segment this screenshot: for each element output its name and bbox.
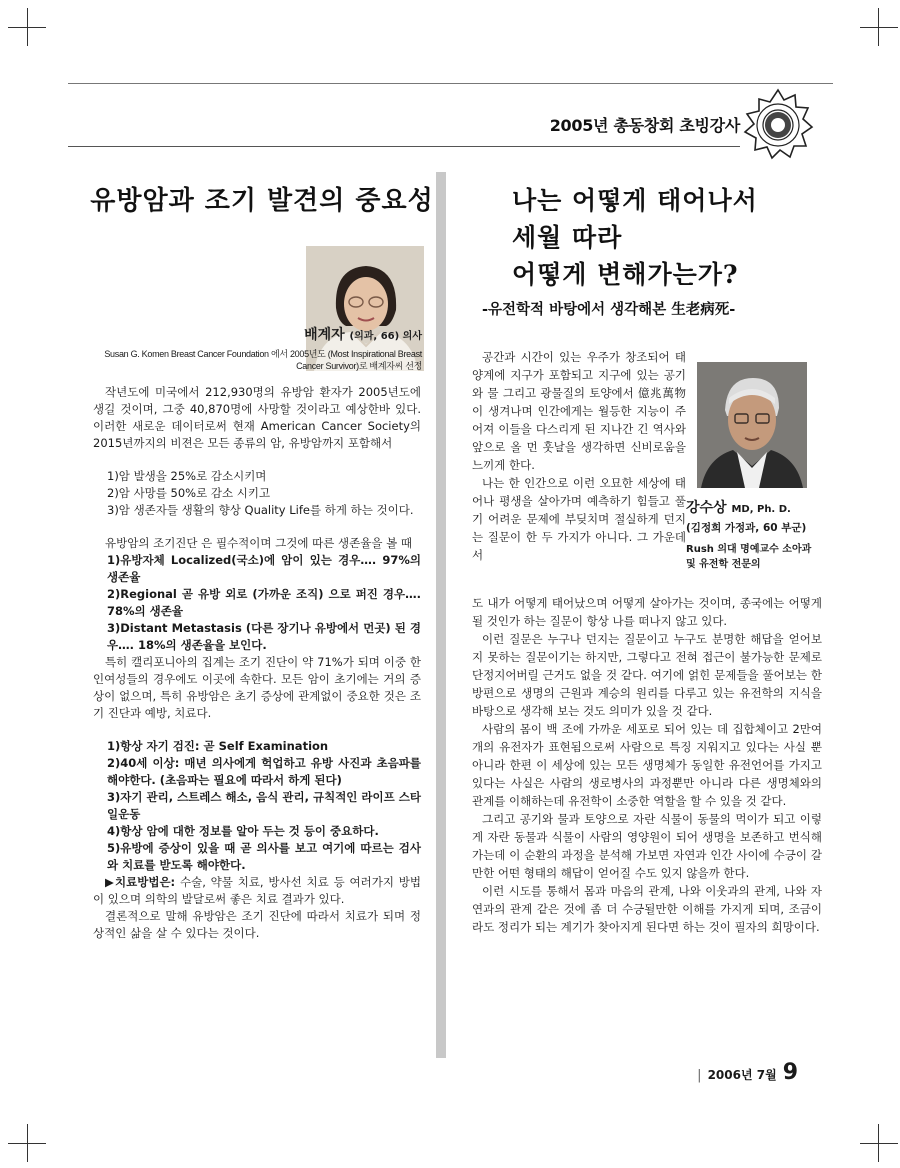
- right-article-body-top: [472, 348, 686, 564]
- prevention-item: 5)유방에 증상이 있을 때 곧 의사를 보고 여기에 따르는 검사와 치료를 받도록 해야한다.: [107, 841, 421, 872]
- paragraph: 도 내가 어떻게 태어났으며 어떻게 살아가는 것이며, 종국에는 어떻게 될 것인가 하는 질문이 항상 나를 떠나지 않고 있다.: [472, 596, 822, 628]
- right-article-body-bottom: [472, 594, 822, 936]
- paragraph: 이런 시도를 통해서 몸과 마음의 관계, 나와 이웃과의 관계, 나와 자연과의 관계 같은 것에 좀 더 수긍될만한 이해를 가지게 되며, 조금이라도 정리가 되는 계기가 찾아지게 된다면 하는 것이 필자의 희망이다.: [472, 884, 822, 934]
- author-degree: MD, Ph. D.: [731, 504, 791, 515]
- survival-item: 3)Distant Metastasis (다른 장기나 유방에서 먼곳) 된 경우…. 18%의 생존율을 보인다.: [107, 621, 421, 652]
- crop-mark: [860, 1143, 898, 1144]
- goal-item: 2)암 사망를 50%로 감소 시키고: [107, 486, 271, 500]
- prevention-item: 3)자기 관리, 스트레스 해소, 음식 관리, 규칙적인 라이프 스타일운동: [107, 790, 421, 821]
- prevention-item: 1)항상 자기 검진: 곧 Self Examination: [107, 739, 329, 753]
- survival-item: 1)유방자체 Localized(국소)에 암이 있는 경우…. 97%의 생존율: [107, 553, 421, 584]
- right-article-title: [512, 182, 758, 293]
- prevention-item: 2)40세 이상: 매년 의사에게 헉업하고 유방 사진과 초음파를 해야한다. (초음파는 필요에 따라서 하게 된다): [107, 756, 421, 787]
- survival-item: 2)Regional 곧 유방 외로 (가까운 조직) 으로 퍼진 경우…. 78%의 생존율: [107, 587, 421, 618]
- crop-mark: [27, 1124, 28, 1162]
- paragraph-intro: 작년도에 미국에서 212,930명의 유방암 환자가 2005년도에 생길 것이며, 그중 40,870명에 사망할 것이라고 예상한바 있다. 이러한 새로운 데이터로써 현재 American Cancer Society의 2015년까지의 비젼은 모든 종류의 암, 유방암까지 포함해서: [93, 385, 421, 450]
- paragraph: 이런 질문은 누구나 던지는 질문이고 누구도 분명한 해답을 얻어보지 못하는 질문이기는 하지만, 그렇다고 전혀 접근이 불가능한 문제로 단정지어버릴 근거도 없을 것 같다. 여기에 얽힌 문제들을 풀어보는 한 방편으로 생명의 근원과 계승의 원리를 다루고 있는 유전학의 지식을 바탕으로 생각해 보는 것도 의미가 있을 것 같다.: [472, 632, 822, 718]
- paragraph-treatment: [93, 874, 421, 908]
- goal-item: 3)암 생존자들 생활의 향상 Quality Life를 하게 하는 것이다.: [107, 503, 414, 517]
- title-line: 세월 따라: [512, 223, 623, 252]
- author-affiliation: (김정희 가정과, 60 부군): [686, 522, 807, 534]
- right-article-subtitle: -유전학적 바탕에서 생각해본 生老病死-: [482, 302, 736, 318]
- title-line: 나는 어떻게 태어나서: [512, 186, 758, 215]
- header-rule: [68, 83, 833, 84]
- paragraph: 그리고 공기와 물과 토양으로 자란 식물이 동물의 먹이가 되고 이렇게 자란 동물과 식물이 사람의 영양원이 되어 생명을 보존하고 번식해 가는데 이 순환의 과정을 분석해 가보면 자연과 인간 사이에 수긍이 갈만한 어떤 형태의 해답이 얻어질 수도 있지 않을까 한다.: [472, 812, 822, 880]
- paragraph-conclusion: 결론적으로 말해 유방암은 조기 진단에 따라서 치료가 되며 정상적인 삶을 살 수 있다는 것이다.: [93, 909, 421, 940]
- issue-date: 2006년 7월: [707, 1068, 777, 1082]
- author-byline-right: [686, 497, 791, 517]
- author-byline-left: [304, 324, 422, 344]
- crop-mark: [27, 8, 28, 46]
- left-article-body: [93, 384, 421, 942]
- page-number: 9: [782, 1060, 798, 1085]
- page-footer: [697, 1060, 798, 1085]
- paragraph-survival-intro: 유방암의 조기진단 은 필수적이며 그것에 따른 생존율을 볼 때: [105, 536, 412, 550]
- author-name: 배계자: [304, 327, 345, 343]
- author-photo-kang: [697, 362, 807, 488]
- author-caption-left: Susan G. Komen Breast Cancer Foundation 에서 2005년도 (Most Inspirational Breast Cancer Survivor)로 배계자씨 선정: [104, 349, 422, 371]
- paragraph: 나는 한 인간으로 이런 오묘한 세상에 태어나 평생을 살아가며 예측하기 힘들고 풀기 어려운 문제에 부딪치며 절실하게 던지는 질문이 한 두 가지가 아니다. 그 가운데서: [472, 476, 686, 562]
- author-affiliation: (의과, 66) 의사: [349, 331, 422, 342]
- author-caption-right: Rush 의대 명예교수 소아과 및 유전학 전문의: [686, 544, 812, 570]
- author-name: 강수상: [686, 500, 727, 516]
- paragraph: 사람의 몸이 백 조에 가까운 세포로 되어 있는 데 집합체이고 2만여 개의 유전자가 표현됨으로써 사람으로 특징 지워지고 있다는 사실 뿐 아니라 한편 이 세상에 있는 모든 생명체가 동일한 유전언어를 가지고 있다는 사실은 사람의 생로병사의 과정뿐만 아니라 다른 생명체와의 관계를 이해하는데 유전학이 소중한 역할을 할 수 있을 것 같다.: [472, 722, 822, 808]
- header-title: 2005년 총동창회 초빙강사: [549, 116, 740, 135]
- left-article-title: 유방암과 조기 발견의 중요성: [90, 186, 434, 216]
- crop-mark: [878, 1124, 879, 1162]
- title-line: 어떻게 변해가는가?: [512, 260, 739, 289]
- paragraph: 공간과 시간이 있는 우주가 창조되어 태양계에 지구가 포함되고 지구에 있는 공기와 물 그리고 광물질의 토양에서 億兆萬物이 생겨나며 인간에게는 월등한 지능이 주어져 이들을 다스리게 된 지나간 긴 역사와 앞으로 올 먼 훗날을 생각하면 신비로움을 느끼게 한다.: [472, 350, 686, 472]
- treatment-text: 수술, 약물 치료, 방사선 치료 등 여러가지 방법이 있으며 의학의 발달로써 좋은 치료 결과가 있다.: [93, 875, 421, 906]
- crop-mark: [878, 8, 879, 46]
- goal-item: 1)암 발생을 25%로 감소시키며: [107, 469, 267, 483]
- column-divider: [436, 172, 446, 1058]
- paragraph-california: 특히 캘리포니아의 집계는 조기 진단이 약 71%가 되며 이중 한인여성들의 경우에도 이곳에 속한다. 모든 암이 초기에는 거의 증상이 없으며, 특히 유방암은 초기 증상에 관계없이 중요한 것은 조기 진단과 예방, 치료다.: [93, 655, 421, 720]
- footer-separator: |: [697, 1068, 702, 1083]
- prevention-item: 4)항상 암에 대한 정보를 알아 두는 것 등이 중요하다.: [107, 824, 379, 838]
- treatment-label: ▶치료방법은:: [105, 875, 176, 889]
- alumni-emblem-icon: [738, 84, 818, 164]
- header-underline: [68, 146, 740, 147]
- crop-mark: [860, 27, 898, 28]
